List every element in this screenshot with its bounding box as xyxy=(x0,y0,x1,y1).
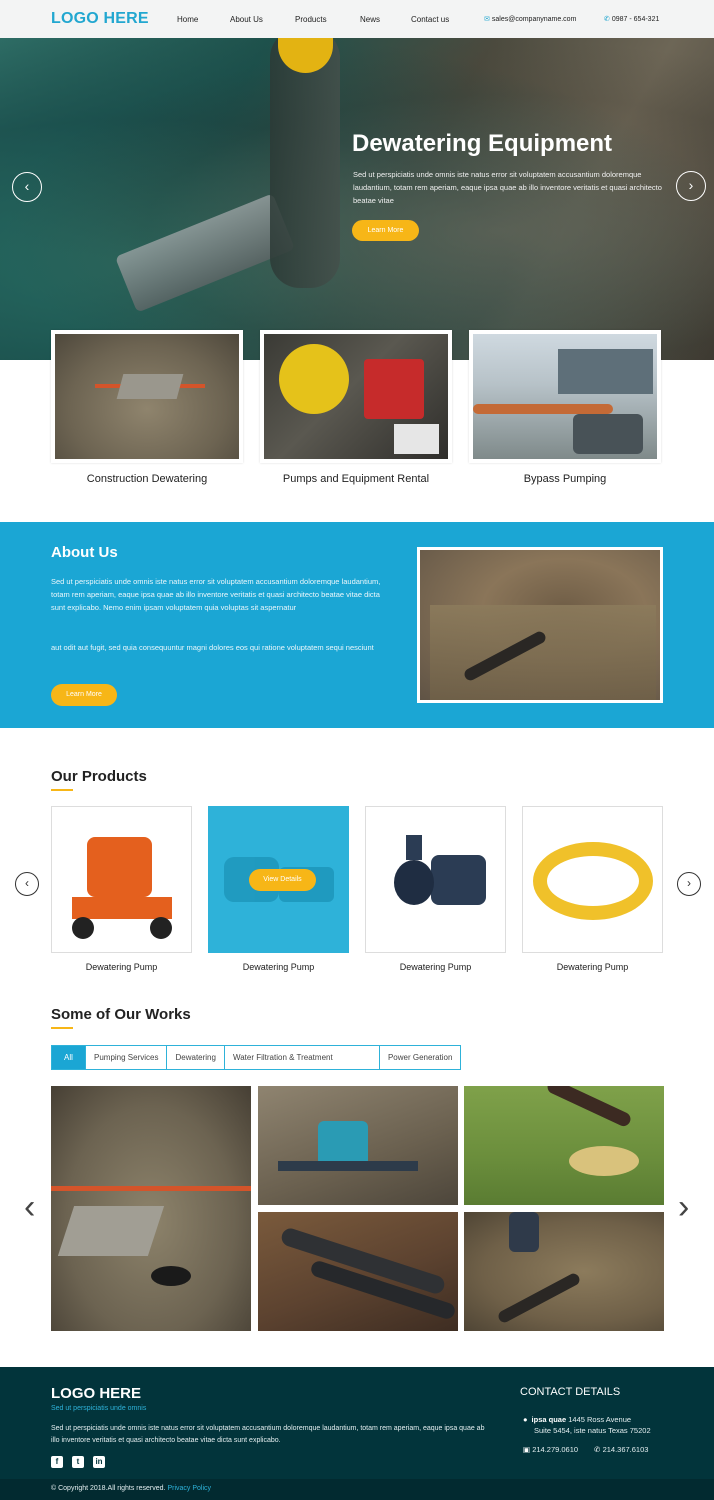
product-label[interactable]: Dewatering Pump xyxy=(399,962,472,972)
tab-dewatering[interactable]: Dewatering xyxy=(167,1046,224,1069)
copyright-bar xyxy=(0,1479,714,1500)
work-image[interactable] xyxy=(464,1212,664,1331)
facebook-icon[interactable]: f xyxy=(51,1456,63,1468)
fax-icon: ▣ xyxy=(523,1445,531,1454)
about-section xyxy=(0,522,714,728)
header-email[interactable]: ✉ sales@companyname.com xyxy=(484,16,577,23)
about-image-water xyxy=(430,605,656,700)
copyright-text: © Copyright 2018.All rights reserved. Privacy Policy xyxy=(51,1485,212,1492)
products-title-underline xyxy=(51,789,73,791)
hero-title: Dewatering Equipment xyxy=(352,130,613,157)
nav-news[interactable]: News xyxy=(360,15,381,24)
linkedin-icon[interactable]: in xyxy=(93,1456,105,1468)
footer-tagline: Sed ut perspiciatis unde omnis xyxy=(51,1405,147,1412)
footer-address: ● ipsa quae 1445 Ross Avenue Suite 5454, iste natus Texas 75202 xyxy=(523,1415,651,1435)
footer-logo[interactable]: LOGO HERE xyxy=(51,1385,142,1402)
hero-next-arrow-icon[interactable]: › xyxy=(676,171,706,201)
phone-icon: ✆ xyxy=(604,16,610,23)
service-label: Bypass Pumping xyxy=(523,473,607,485)
service-image-bypass xyxy=(469,330,661,463)
product-image xyxy=(72,822,172,940)
product-label[interactable]: Dewatering Pump xyxy=(556,962,629,972)
privacy-policy-link[interactable]: Privacy Policy xyxy=(167,1485,212,1492)
social-links xyxy=(51,1456,105,1468)
products-next-arrow-icon[interactable]: › xyxy=(677,872,701,896)
tab-all[interactable]: All xyxy=(52,1046,86,1069)
tab-water-filtration[interactable]: Water Filtration & Treatment xyxy=(225,1046,380,1069)
phone-icon: ✆ xyxy=(594,1445,601,1454)
work-image[interactable] xyxy=(464,1086,664,1205)
works-next-arrow-icon[interactable]: › xyxy=(678,1188,690,1226)
products-title: Our Products xyxy=(51,768,147,785)
service-image-rental xyxy=(260,330,452,463)
work-image[interactable] xyxy=(258,1212,458,1331)
work-image[interactable] xyxy=(258,1086,458,1205)
service-label: Pumps and Equipment Rental xyxy=(282,473,430,485)
about-learn-more-button[interactable]: Learn More xyxy=(51,684,117,706)
product-card[interactable] xyxy=(522,806,663,953)
product-image xyxy=(533,842,653,922)
location-icon: ● xyxy=(523,1415,528,1424)
product-label[interactable]: Dewatering Pump xyxy=(85,962,158,972)
about-paragraph-1: Sed ut perspiciatis unde omnis iste natus error sit voluptatem accusantium doloremque laudantium, totam rem aperiam, eaque ipsa quae ab illo inventore veritatis et quasi architecto beatae vitae dicta sunt explicabo. Nemo enim ipsam voluptatem quia voluptas sit aspernatur xyxy=(51,577,381,612)
service-label: Construction Dewatering xyxy=(86,473,208,485)
hero-text: Sed ut perspiciatis unde omnis iste natus error sit voluptatem accusantium doloremque laudantium, totam rem aperiam, eaque ipsa quae ab illo inventore veritatis et quasi architecto beatae vitae xyxy=(353,170,662,205)
footer-text: Sed ut perspiciatis unde omnis iste natus error sit voluptatem accusantium doloremque laudantium, totam rem aperiam, eaque ipsa quae ab illo inventore veritatis et quasi architecto beatae vitae dicta sunt explicabo. xyxy=(51,1425,485,1444)
nav-about[interactable]: About Us xyxy=(230,15,263,24)
product-card[interactable] xyxy=(208,806,349,953)
product-image xyxy=(386,835,486,930)
about-image xyxy=(417,547,663,703)
nav-contact[interactable]: Contact us xyxy=(411,15,450,24)
email-icon: ✉ xyxy=(484,16,490,23)
nav-products[interactable]: Products xyxy=(295,15,327,24)
product-label[interactable]: Dewatering Pump xyxy=(242,962,315,972)
hero-banner xyxy=(0,38,714,360)
hero-prev-arrow-icon[interactable]: ‹ xyxy=(12,172,42,202)
tab-power-generation[interactable]: Power Generation xyxy=(380,1046,460,1069)
works-filter-tabs xyxy=(51,1045,461,1070)
product-card[interactable] xyxy=(365,806,506,953)
works-title-underline xyxy=(51,1027,73,1029)
product-card[interactable] xyxy=(51,806,192,953)
tab-pumping-services[interactable]: Pumping Services xyxy=(86,1046,167,1069)
hero-pipe-image xyxy=(115,193,295,312)
about-paragraph-2: aut odit aut fugit, sed quia consequuntur magni dolores eos qui ratione voluptatem sequi nesciunt xyxy=(51,643,374,652)
site-footer xyxy=(0,1367,714,1479)
about-title: About Us xyxy=(51,544,118,561)
view-details-button[interactable]: View Details xyxy=(249,869,316,891)
works-title: Some of Our Works xyxy=(51,1006,191,1023)
logo[interactable]: LOGO HERE xyxy=(51,10,149,27)
works-prev-arrow-icon[interactable]: ‹ xyxy=(24,1188,36,1226)
site-header xyxy=(0,0,714,38)
nav-home[interactable]: Home xyxy=(177,15,199,24)
work-image[interactable] xyxy=(51,1086,251,1331)
service-image-construction xyxy=(51,330,243,463)
header-phone[interactable]: ✆ 0987 - 654-321 xyxy=(604,16,660,23)
hero-worker-image xyxy=(270,38,340,288)
footer-phones: ▣ 214.279.0610 ✆ 214.367.6103 xyxy=(523,1445,649,1454)
products-prev-arrow-icon[interactable]: ‹ xyxy=(15,872,39,896)
contact-details-title: CONTACT DETAILS xyxy=(520,1386,621,1398)
hero-learn-more-button[interactable]: Learn More xyxy=(352,220,419,241)
twitter-icon[interactable]: t xyxy=(72,1456,84,1468)
